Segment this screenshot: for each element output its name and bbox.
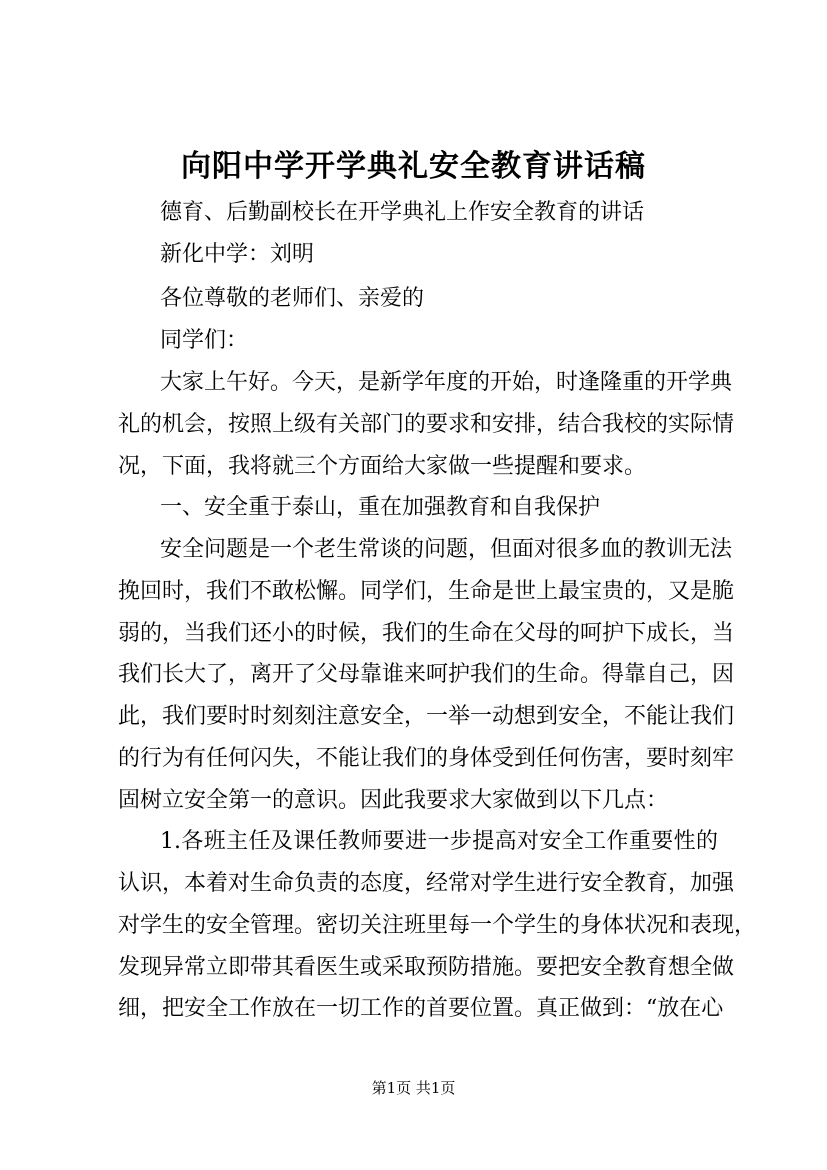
paragraph-line: 挽回时，我们不敢松懈。同学们，生命是世上最宝贵的，又是脆 [118, 579, 735, 604]
paragraph-line: 1.各班主任及课任教师要进一步提高对安全工作重要性的 [160, 829, 718, 854]
paragraph-line: 此，我们要时时刻刻注意安全，一举一动想到安全，不能让我们 [118, 704, 735, 729]
paragraph-line: 我们长大了，离开了父母靠谁来呵护我们的生命。得靠自己，因 [118, 662, 735, 687]
paragraph-line: 固树立安全第一的意识。因此我要求大家做到以下几点： [118, 788, 669, 813]
paragraph-line: 大家上午好。今天，是新学年度的开始，时逢隆重的开学典 [160, 370, 733, 395]
page-footer: 第1页 共1页 [371, 1079, 456, 1097]
paragraph-line: 的行为有任何闪失，不能让我们的身体受到任何伤害，要时刻牢 [118, 746, 735, 771]
paragraph-line: 礼的机会，按照上级有关部门的要求和安排，结合我校的实际情 [118, 412, 735, 437]
paragraph-line: 细，把安全工作放在一切工作的首要位置。真正做到：“放在心 [118, 996, 724, 1021]
paragraph-line: 发现异常立即带其看医生或采取预防措施。要把安全教育想全做 [118, 955, 735, 980]
author-line: 新化中学：刘明 [160, 242, 315, 267]
greeting-line: 同学们： [160, 328, 249, 353]
greeting-line: 各位尊敬的老师们、亲爱的 [160, 286, 425, 311]
section-heading: 一、安全重于泰山，重在加强教育和自我保护 [160, 495, 601, 520]
document-title: 向阳中学开学典礼安全教育讲话稿 [181, 149, 646, 184]
subtitle-line: 德育、后勤副校长在开学典礼上作安全教育的讲话 [160, 200, 645, 225]
paragraph-line: 安全问题是一个老生常谈的问题，但面对很多血的教训无法 [160, 537, 733, 562]
paragraph-line: 对学生的安全管理。密切关注班里每一个学生的身体状况和表现， [118, 913, 757, 938]
paragraph-line: 况，下面，我将就三个方面给大家做一些提醒和要求。 [118, 454, 647, 479]
paragraph-line: 弱的，当我们还小的时候，我们的生命在父母的呵护下成长，当 [118, 621, 735, 646]
paragraph-line: 认识，本着对生命负责的态度，经常对学生进行安全教育，加强 [118, 871, 735, 896]
